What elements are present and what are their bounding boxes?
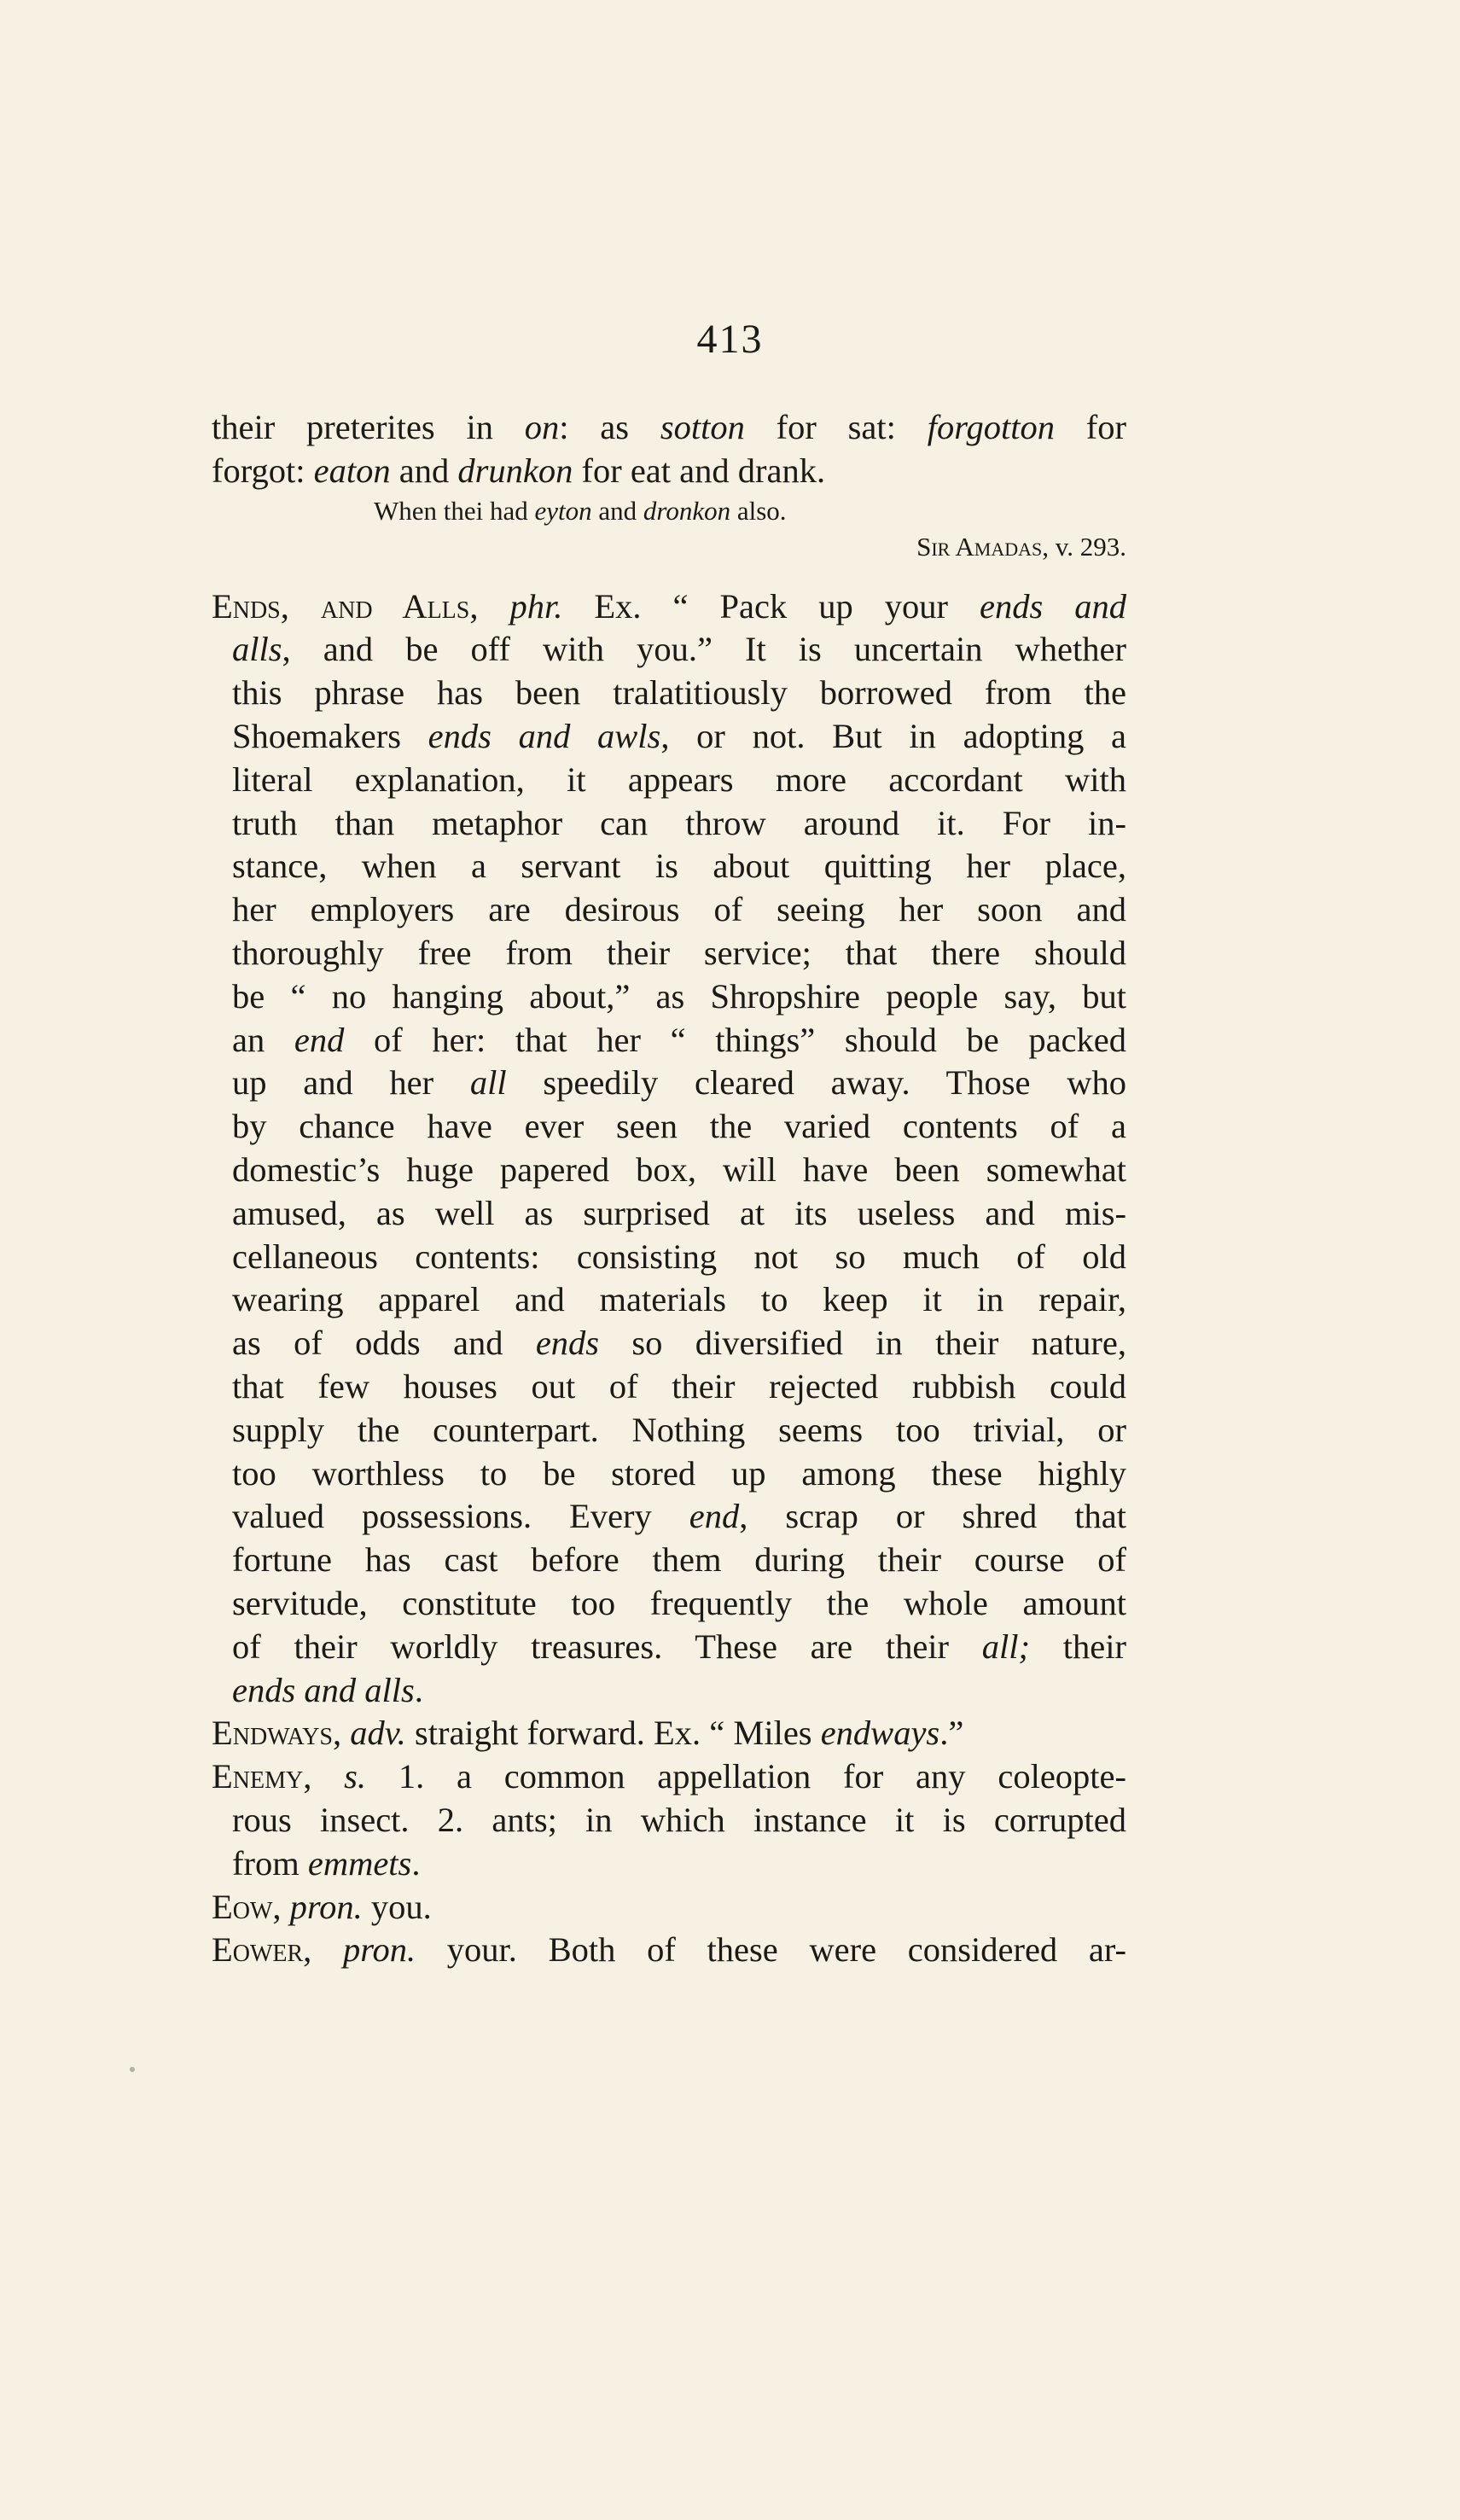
page-number: 413 <box>696 317 764 362</box>
entry-headword-line: Eower, pron. your. Both of these were considered ar- <box>212 1930 1126 1970</box>
text-line: valued possessions. Every end, scrap or shred that <box>232 1497 1126 1536</box>
text-line: an end of her: that her “ things” should be packed <box>232 1020 1126 1059</box>
text-line: by chance have ever seen the varied contents of a <box>232 1107 1126 1146</box>
text-line: alls, and be off with you.” It is uncertain whether <box>232 630 1126 669</box>
text-line: literal explanation, it appears more accordant with <box>232 759 1126 799</box>
text-line: amused, as well as surprised at its useless and mis- <box>232 1193 1126 1232</box>
entry-headword-line: Eow, pron. you. <box>212 1887 432 1926</box>
quotation-line: When thei had eyton and dronkon also. <box>374 495 787 526</box>
text-line: Shoemakers ends and awls, or not. But in adopting a <box>232 716 1126 755</box>
text-line: forgot: eaton and drunkon for eat and drank. <box>212 451 826 490</box>
text-line: of their worldly treasures. These are their all; their <box>232 1627 1127 1666</box>
text-line: wearing apparel and materials to keep it in repair, <box>232 1280 1126 1319</box>
text-line: as of odds and ends so diversified in their nature, <box>232 1324 1126 1363</box>
quotation-source: Sir Amadas, v. 293. <box>916 531 1126 562</box>
text-line: rous insect. 2. ants; in which instance it is corrupted <box>232 1800 1126 1839</box>
text-line: domestic’s huge papered box, will have been somewhat <box>232 1149 1126 1189</box>
text-line: too worthless to be stored up among these highly <box>232 1453 1126 1493</box>
text-line: fortune has cast before them during their course of <box>232 1540 1126 1580</box>
text-line: up and her all speedily cleared away. Those who <box>232 1063 1126 1103</box>
paper-speck <box>130 2067 135 2072</box>
text-line: supply the counterpart. Nothing seems too trivial, or <box>232 1410 1126 1449</box>
text-line: their preterites in on: as sotton for sat: forgotton for <box>212 408 1126 446</box>
entry-headword-line: Ends, and Alls, phr. Ex. “ Pack up your ends and <box>212 586 1126 626</box>
text-line: servitude, constitute too frequently the whole amount <box>232 1583 1126 1622</box>
entry-headword-line: Endways, adv. straight forward. Ex. “ Miles endways.” <box>212 1714 964 1753</box>
text-line: ends and alls. <box>232 1670 423 1709</box>
text-line: be “ no hanging about,” as Shropshire people say, but <box>232 976 1126 1016</box>
text-line: her employers are desirous of seeing her soon and <box>232 890 1126 929</box>
entry-headword-line: Enemy, s. 1. a common appellation for any coleopte- <box>212 1757 1127 1796</box>
text-line: cellaneous contents: consisting not so much of old <box>232 1237 1126 1276</box>
text-line: stance, when a servant is about quitting her place, <box>232 847 1126 886</box>
page-body <box>212 406 1126 1972</box>
text-line: from emmets. <box>232 1843 421 1883</box>
text-line: thoroughly free from their service; that there should <box>232 933 1126 972</box>
text-line: that few houses out of their rejected rubbish could <box>232 1366 1126 1405</box>
text-line: truth than metaphor can throw around it. For in- <box>232 803 1126 842</box>
text-line: this phrase has been tralatitiously borrowed from the <box>232 673 1126 713</box>
